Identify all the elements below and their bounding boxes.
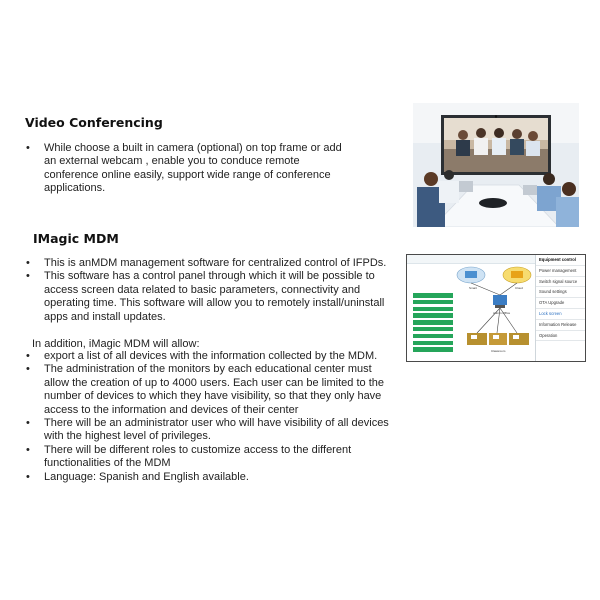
list-item: • This software has a control panel through which it will be possible to access screen data related to basic parameters, connectivity and operating time. This software will allow you to remotely install/uninstall apps and install updates.	[23, 270, 398, 324]
menu-item: Information Release	[536, 320, 586, 331]
menu-item: Lock screen	[536, 309, 586, 320]
mdm-bullet-list	[23, 257, 398, 324]
left-cloud-label: Smart	[469, 286, 478, 290]
list-item: • There will be an administrator user who will have visibility of all devices with the highest level of privileges.	[23, 417, 398, 444]
center-label: Admin Office	[493, 311, 511, 315]
list-item: • export a list of all devices with the information collected by the MDM.	[23, 350, 398, 363]
list-item: • There will be different roles to customize access to the different functionalities of the MDM	[23, 444, 398, 471]
network-diagram	[407, 255, 535, 361]
mdm-intro: In addition, iMagic MDM will allow:	[32, 338, 200, 350]
menu-item: Equipment control	[536, 255, 586, 266]
list-item: • While choose a built in camera (optional) on top frame or add an external webcam , enable you to conduce remote conference online easily, support wide range of conference applications.	[23, 142, 353, 196]
conference-photo	[413, 103, 579, 227]
menu-item: Switch signal source	[536, 277, 586, 288]
list-item: • The administration of the monitors by each educational center must allow the creation of up to 4000 users. Each user can be limited to the number of devices to which they have visibility, so that they only have access to the information and devices of their center	[23, 363, 398, 417]
right-cloud-label: Cloud	[515, 286, 523, 290]
screenshot-menu	[535, 255, 586, 361]
list-item: • Language: Spanish and English available.	[23, 471, 398, 484]
bottom-label: Classroom	[491, 349, 506, 353]
mdm-features-list	[23, 350, 398, 484]
video-conferencing-heading: Video Conferencing	[25, 115, 163, 130]
menu-item: Sound settings	[536, 287, 586, 298]
menu-item: OTA Upgrade	[536, 298, 586, 309]
menu-item: Operation	[536, 331, 586, 342]
menu-item: Power management	[536, 266, 586, 277]
video-bullet-list	[23, 142, 353, 196]
mdm-software-screenshot	[406, 254, 586, 362]
imagic-mdm-heading: IMagic MDM	[33, 231, 119, 246]
list-item: • This is anMDM management software for centralized control of IFPDs.	[23, 257, 398, 270]
